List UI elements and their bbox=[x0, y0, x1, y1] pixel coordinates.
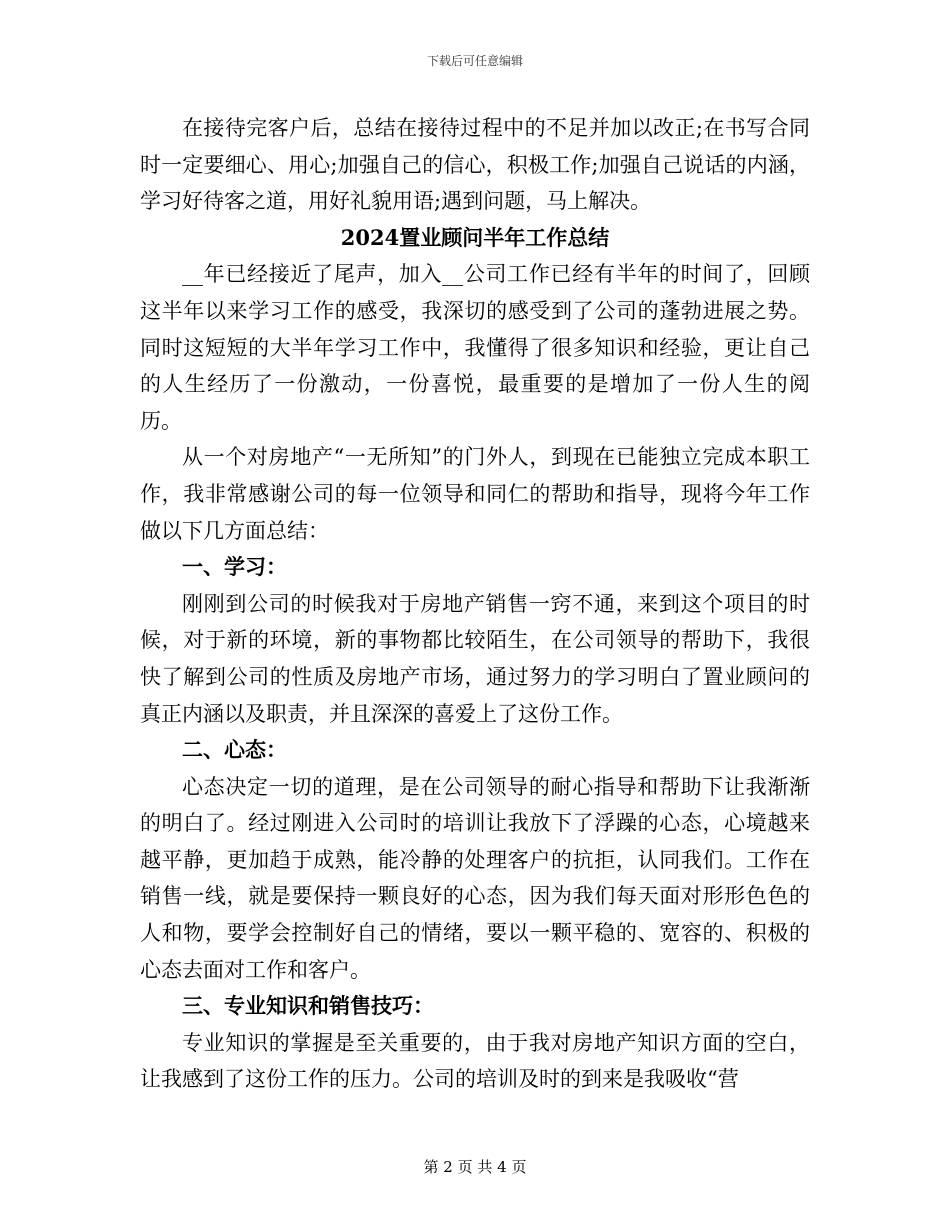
section-heading-mindset: 二、心态： bbox=[182, 737, 287, 763]
intro-paragraph: 在接待完客户后，总结在接待过程中的不足并加以改正;在书写合同时一定要细心、用心;加强自己的信心，积极工作;加强自己说话的内涵，学习好待客之道，用好礼貌用语;遇到问题，马上解决。 bbox=[140, 116, 810, 214]
page-header-note: 下载后可任意编辑 bbox=[426, 54, 523, 68]
body-paragraph: 从一个对房地产“一无所知”的门外人，到现在已能独立完成本职工作，我非常感谢公司的每一位领导和同仁的帮助和指导，现将今年工作做以下几方面总结： bbox=[140, 445, 810, 543]
document-body bbox=[140, 110, 810, 1098]
document-title: 2024置业顾问半年工作总结 bbox=[340, 224, 610, 250]
section-body-skills: 专业知识的掌握是至关重要的，由于我对房地产知识方面的空白，让我感到了这份工作的压力。公司的培训及时的到来是我吸收“营 bbox=[140, 1030, 810, 1092]
page-number: 第 2 页 共 4 页 bbox=[423, 1158, 527, 1176]
body-paragraph: __年已经接近了尾声，加入__公司工作已经有半年的时间了，回顾这半年以来学习工作的感受，我深切的感受到了公司的蓬勃进展之势。同时这短短的大半年学习工作中，我懂得了很多知识和经验，更让自己的人生经历了一份激动，一份喜悦，最重要的是增加了一份人生的阅历。 bbox=[140, 262, 810, 433]
section-heading-skills: 三、专业知识和销售技巧： bbox=[182, 993, 434, 1019]
section-body-mindset: 心态决定一切的道理，是在公司领导的耐心指导和帮助下让我渐渐的明白了。经过刚进入公司时的培训让我放下了浮躁的心态，心境越来越平静，更加趋于成熟，能冷静的处理客户的抗拒，认同我们。工作在销售一线，就是要保持一颗良好的心态，因为我们每天面对形形色色的人和物，要学会控制好自己的情绪，要以一颗平稳的、宽容的、积极的心态去面对工作和客户。 bbox=[140, 774, 810, 982]
section-heading-study: 一、学习： bbox=[182, 554, 287, 580]
section-body-study: 刚刚到公司的时候我对于房地产销售一窍不通，来到这个项目的时候，对于新的环境，新的事物都比较陌生，在公司领导的帮助下，我很快了解到公司的性质及房地产市场，通过努力的学习明白了置业顾问的真正内涵以及职责，并且深深的喜爱上了这份工作。 bbox=[140, 591, 810, 726]
